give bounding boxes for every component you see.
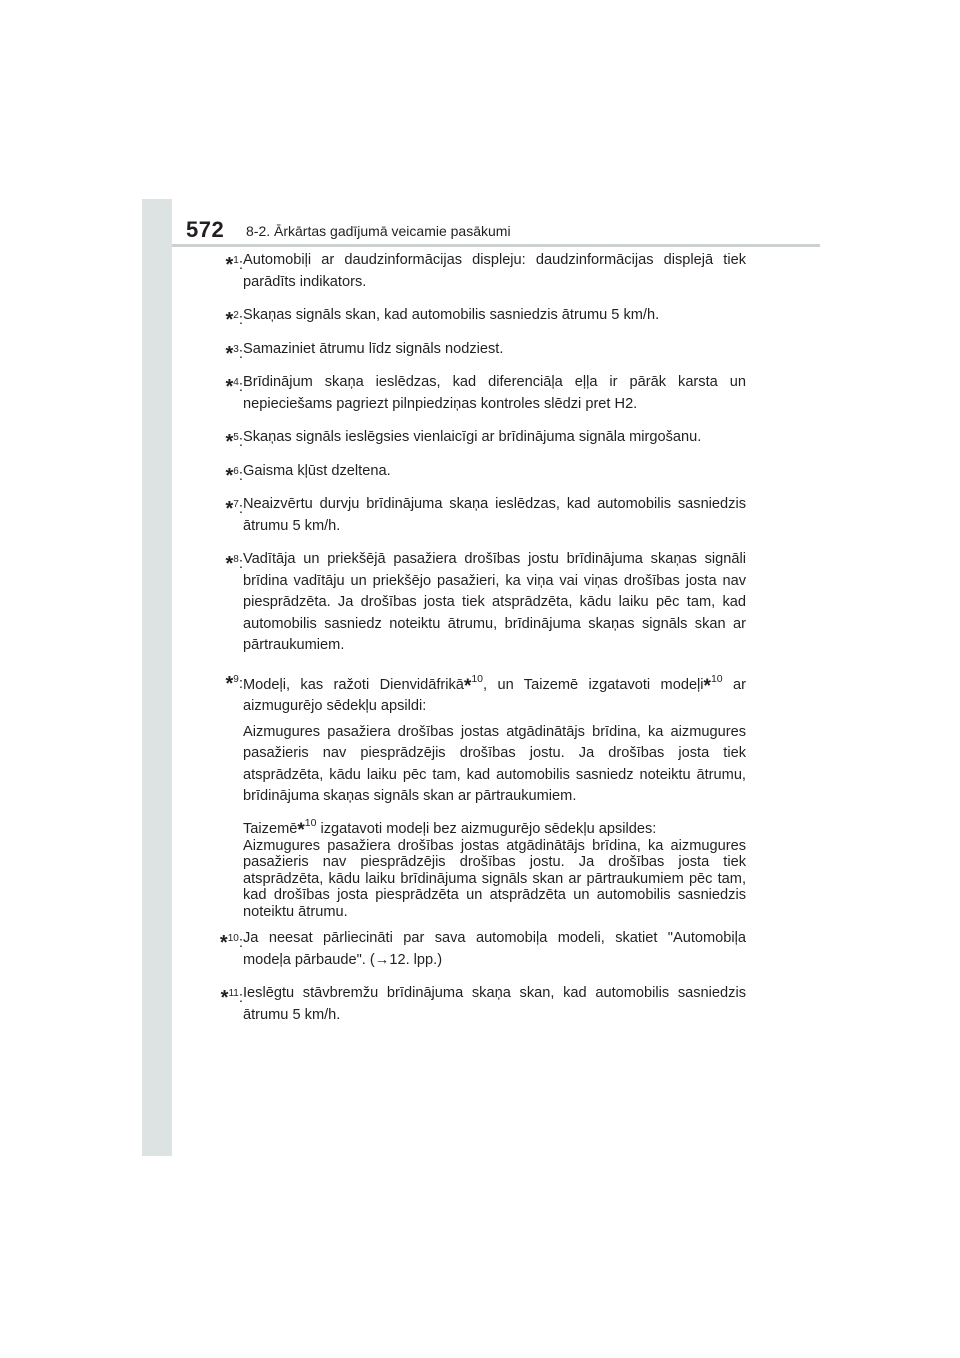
footnote-marker: *$^5$: <box>225 431 243 453</box>
footnote-text: Gaisma kļūst dzeltena. <box>243 462 391 479</box>
footnote-3 <box>208 339 746 365</box>
reference-number: 10 <box>471 672 484 685</box>
footnote-9-paragraph-1: Aizmugures pasažiera drošības jostas atgādinātājs brīdina, ka aizmugures pasažieris nav piesprādzējis drošības jostu. Ja drošības josta tiek atsprādzēta, kādu laiku pēc tam, kad automobilis sasniedz noteiktu ātrumu, brīdinājuma skaņas signāls skan ar pārtraukumiem. <box>243 723 746 804</box>
footnote-11 <box>208 983 746 1030</box>
footnote-text: Skaņas signāls ieslēgsies vienlaicīgi ar brīdinājuma signāla mirgošanu. <box>243 429 702 445</box>
footnote-4 <box>208 372 746 419</box>
page-number: 572 <box>186 217 225 242</box>
side-tab-bar <box>142 199 172 1156</box>
footnote-marker: *$^7$: <box>225 498 243 520</box>
footnote-marker: *$^8$: <box>225 553 243 575</box>
asterisk-ref: * <box>463 675 472 697</box>
footnote-marker: *$^2$: <box>225 309 243 331</box>
footnote-2 <box>208 305 746 331</box>
footnote-marker: *$^3$: <box>225 342 243 365</box>
footnote-text: Samaziniet ātrumu līdz signāls nodziest. <box>243 340 504 357</box>
footnote-text: Neaizvērtu durvju brīdinājuma skaņa ieslēdzas, kad automobilis sasniedzis ātrumu 5 km/h. <box>243 496 746 534</box>
footnote-text: Ja neesat pārliecināti par sava automobiļa modeli, skatiet "Automobiļa modeļa pārbaude". (→12. lpp.) <box>243 930 746 968</box>
footnote-7 <box>208 494 746 541</box>
header-rule <box>172 244 820 247</box>
footnote-text: Automobiļi ar daudzinformācijas displeju: daudzinformācijas displejā tiek parādīts indikators. <box>243 252 746 290</box>
footnote-marker: *$^{11}$: <box>220 987 243 1009</box>
asterisk-ref: * <box>703 675 711 697</box>
chapter-title: 8-2. Ārkārtas gadījumā veicamie pasākumi <box>246 223 511 239</box>
footnote-marker: *$^4$: <box>225 376 243 398</box>
footnote-10 <box>208 928 746 975</box>
footnote-9-intro: Modeļi, kas ražoti Dienvidāfrikā*$^{10}$, un Taizemē izgatavoti modeļi*$^{10}$ ar aizmugurējo sēdekļu apsildi: <box>243 672 746 714</box>
footnote-marker: *$^9$: <box>225 672 243 695</box>
reference-number: 10 <box>304 816 317 829</box>
footnote-6 <box>208 461 746 487</box>
footnote-8 <box>208 549 746 661</box>
footnote-text: Skaņas signāls skan, kad automobilis sasniedzis ātrumu 5 km/h. <box>243 307 660 323</box>
footnote-1 <box>208 250 746 297</box>
footnote-text: Brīdinājum skaņa ieslēdzas, kad diferenciāļa eļļa ir pārāk karsta un nepieciešams pagriezt pilnpiedziņas kontroles slēdzi pret H2. <box>243 374 746 412</box>
footnote-9-paragraph-2: Aizmugures pasažiera drošības jostas atgādinātājs brīdina, ka aizmugures pasažieris nav piesprādzējis drošības jostu. Ja drošības josta tiek atsprādzēta, kādu laiku brīdinājuma signāls skan ar pārtraukumiem pēc tam, kad drošības josta piesprādzēta un atsprādzēta un automobilis sasniedzis noteiktu ātrumu. <box>243 837 746 920</box>
footnote-9 <box>208 669 746 921</box>
footnote-9-subheading: Taizemē*$^{10}$ izgatavoti modeļi bez aizmugurējo sēdekļu apsildes: <box>243 816 657 841</box>
footnote-marker: *$^{10}$: <box>219 932 243 954</box>
footnote-5 <box>208 427 746 453</box>
footnote-text: Ieslēgtu stāvbremžu brīdinājuma skaņa skan, kad automobilis sasniedzis ātrumu 5 km/h. <box>243 985 746 1023</box>
footnote-text: Vadītāja un priekšējā pasažiera drošības jostu brīdinājuma skaņas signāli brīdina vadītāju un priekšējo pasažieri, ka viņa vai viņas drošības josta nav piesprādzēta. Ja drošības josta tiek atsprādzēta, kādu laiku pēc tam, kad automobilis sasniedz noteiktu ātrumu, brīdinājuma skaņas signāls skan ar pārtraukumiem. <box>243 551 746 653</box>
footnote-marker: *$^1$: <box>225 254 243 276</box>
reference-number: 10 <box>710 672 723 685</box>
footnote-list <box>208 250 746 1038</box>
footnote-marker: *$^6$: <box>225 464 243 487</box>
asterisk-ref: * <box>297 819 305 841</box>
